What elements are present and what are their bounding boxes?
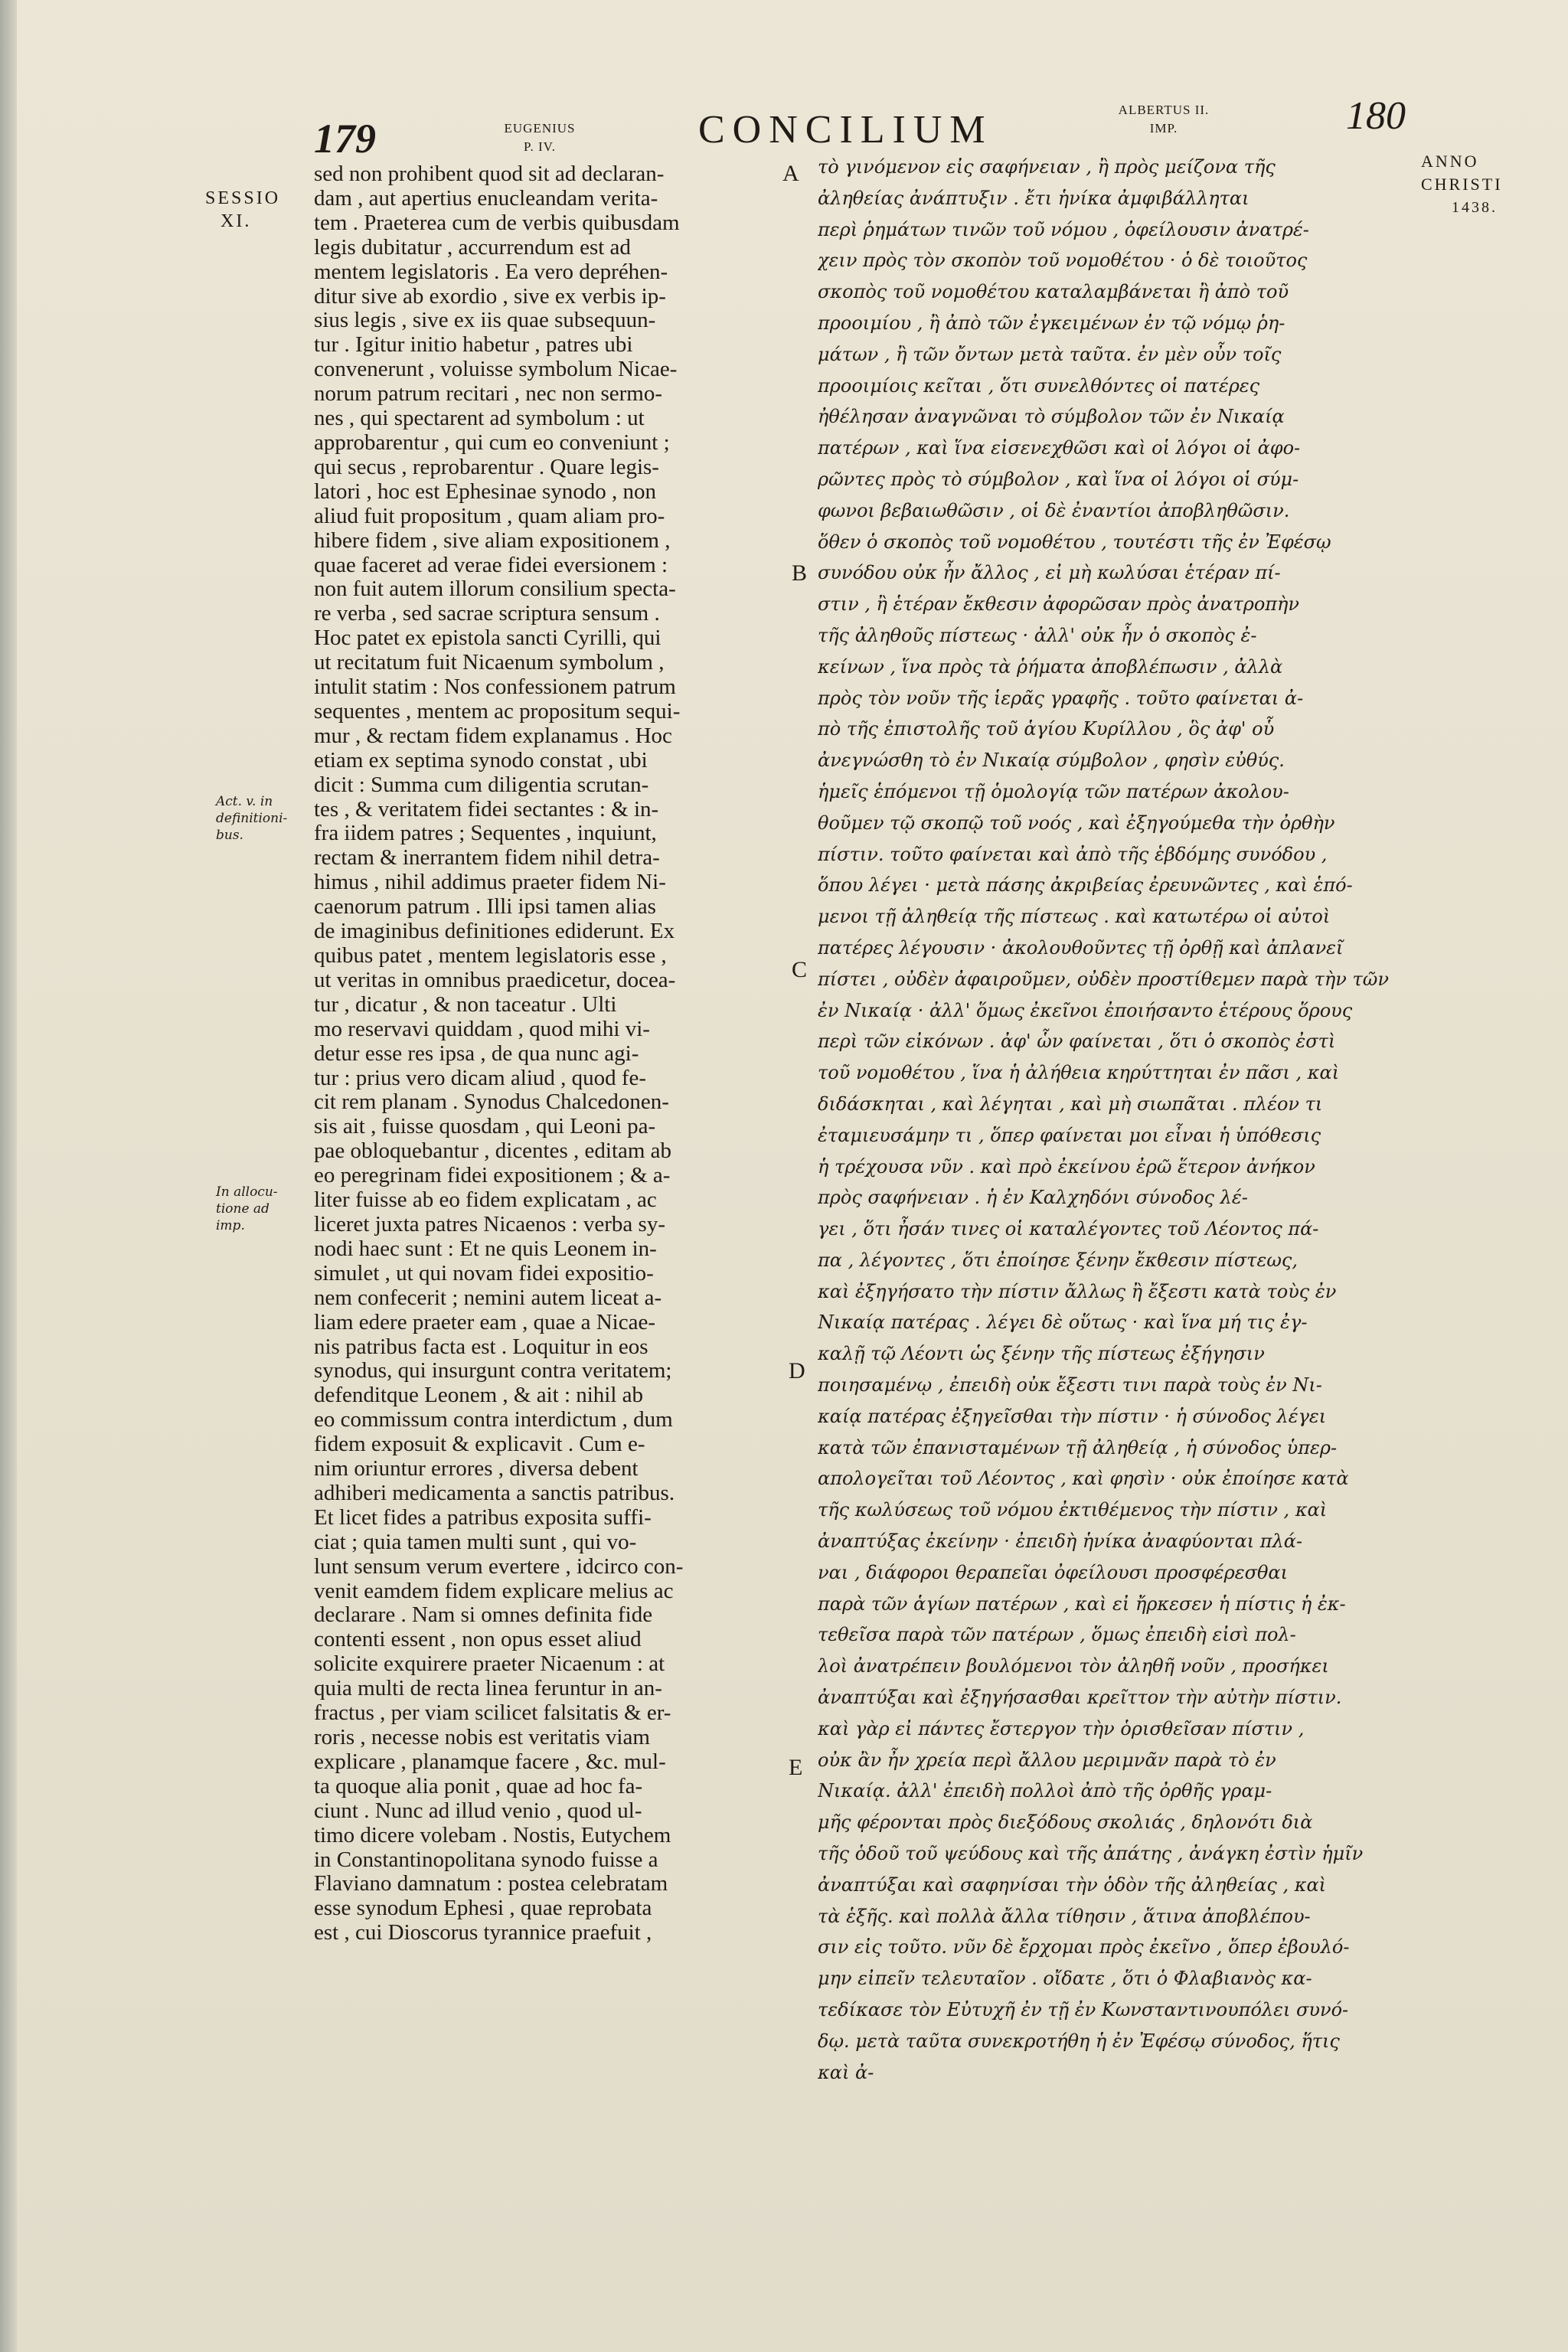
latin-text-line: fra iidem patres ; Sequentes , inquiunt,	[314, 822, 657, 846]
greek-text-line: ἀναπτύξαι καὶ ἐξηγήσασθαι κρεῖττον τὴν αὐτὴν πίστιν.	[818, 1687, 1342, 1709]
running-title: CONCILIUM	[698, 108, 993, 152]
greek-text-line: πρὸς σαφήνειαν . ἡ ἐν Καλχηδόνι σύνοδος λέ-	[818, 1187, 1248, 1209]
session-label: SESSIO	[205, 188, 281, 208]
greek-text-line: προοιμίου , ἢ ἀπὸ τῶν ἐγκειμένων ἐν τῷ νόμῳ ῥη-	[818, 312, 1285, 334]
latin-text-line: tur . Igitur initio habetur , patres ubi	[314, 333, 633, 358]
latin-text-line: eo peregrinam fidei expositionem ; & a-	[314, 1164, 671, 1188]
latin-text-line: eo commissum contra interdictum , dum	[314, 1408, 673, 1432]
latin-text-line: quae faceret ad verae fidei eversionem :	[314, 553, 668, 577]
greek-text-line: χειν πρὸς τὸν σκοπὸν τοῦ νομοθέτου · ὁ δὲ τοιοῦτος	[818, 250, 1308, 272]
latin-text-line: norum patrum recitari , nec non sermo-	[314, 382, 662, 407]
latin-text-line: nodi haec sunt : Et ne quis Leonem in-	[314, 1236, 657, 1261]
greek-text-line: τοῦ νομοθέτου , ἵνα ἡ ἀλήθεια κηρύττηται ἐν πᾶσι , καὶ	[818, 1062, 1340, 1084]
greek-text-line: ἀναπτύξας ἐκείνην · ἐπειδὴ ἡνίκα ἀναφύονται πλά-	[818, 1530, 1303, 1553]
section-letter-a: A	[782, 161, 799, 186]
latin-text-line: pae obloquebantur , dicentes , editam ab	[314, 1139, 672, 1164]
greek-column	[818, 152, 1430, 2088]
year-label-christi: CHRISTI	[1421, 175, 1503, 194]
latin-text-line: ut recitatum fuit Nicaenum symbolum ,	[314, 651, 665, 675]
latin-text-line: dam , aut apertius enucleandam verita-	[314, 186, 658, 211]
latin-text-line: convenerunt , voluisse symbolum Nicae-	[314, 358, 678, 382]
latin-text-line: Flaviano damnatum : postea celebratam	[314, 1872, 668, 1896]
section-letter-b: B	[792, 560, 808, 586]
greek-text-line: περὶ τῶν εἰκόνων . ἀφ' ὧν φαίνεται , ὅτι ὁ σκοπὸς ἐστὶ	[818, 1031, 1336, 1053]
latin-text-line: liceret juxta patres Nicaenos : verba sy-	[314, 1212, 665, 1236]
latin-text-line: sequentes , mentem ac propositum sequi-	[314, 699, 681, 724]
section-letter-d: D	[789, 1358, 805, 1383]
latin-text-line: lunt sensum verum evertere , idcirco con-	[314, 1554, 684, 1579]
margin-note-allocution	[216, 1184, 311, 1234]
running-head-emperor	[1110, 101, 1217, 138]
greek-text-line: πὸ τῆς ἐπιστολῆς τοῦ ἁγίου Κυρίλλου , ὃς ἀφ' οὗ	[818, 718, 1275, 740]
latin-text-line: approbarentur , qui cum eo conveniunt ;	[314, 430, 670, 455]
margin-note-act-def	[216, 793, 311, 844]
latin-text-line: sius legis , sive ex iis quae subsequun-	[314, 309, 656, 333]
latin-text-line: tur : prius vero dicam aliud , quod fe-	[314, 1066, 647, 1090]
greek-text-line: καλῇ τῷ Λέοντι ὡς ξένην τῆς πίστεως ἐξήγησιν	[818, 1343, 1265, 1365]
latin-text-line: Et licet fides a patribus exposita suffi-	[314, 1505, 652, 1530]
greek-text-line: θοῦμεν τῷ σκοπῷ τοῦ νοός , καὶ ἐξηγούμεθα τὴν ὀρθὴν	[818, 812, 1335, 834]
latin-text-line: sed non prohibent quod sit ad declaran-	[314, 162, 665, 186]
latin-text-line: fidem exposuit & explicavit . Cum e-	[314, 1432, 645, 1457]
greek-text-line: στιν , ἢ ἑτέραν ἔκθεσιν ἀφορῶσαν πρὸς ἀνατροπὴν	[818, 593, 1300, 616]
latin-text-line: liter fuisse ab eo fidem explicatam , ac	[314, 1188, 657, 1213]
greek-text-line: καὶ ἀ-	[818, 2061, 874, 2083]
greek-text-line: μάτων , ἢ τῶν ὄντων μετὰ ταῦτα. ἐν μὲν οὖν τοῖς	[818, 343, 1282, 365]
latin-text-line: adhiberi medicamenta a sanctis patribus.	[314, 1481, 675, 1505]
greek-text-line: ἡ τρέχουσα νῦν . καὶ πρὸ ἐκείνου ἐρῶ ἕτερον ἀνήκον	[818, 1155, 1315, 1178]
latin-text-line: synodus, qui insurgunt contra veritatem;	[314, 1359, 672, 1383]
greek-text-line: απολογεῖται τοῦ Λέοντος , καὶ φησὶν · οὐκ ἐποίησε κατὰ	[818, 1468, 1349, 1490]
latin-text-line: tem . Praeterea cum de verbis quibusdam	[314, 211, 680, 235]
greek-text-line: συνόδου οὐκ ἦν ἄλλος , εἰ μὴ κωλύσαι ἑτέραν πί-	[818, 562, 1281, 584]
latin-column	[314, 162, 789, 1945]
latin-text-line: de imaginibus definitiones ediderunt. Ex	[314, 920, 675, 944]
latin-text-line: timo dicere volebam . Nostis, Eutychem	[314, 1823, 671, 1847]
latin-text-line: dicit : Summa cum diligentia scrutan-	[314, 773, 649, 797]
greek-text-line: κατὰ τῶν ἐπανισταμένων τῇ ἀληθείᾳ , ἡ σύνοδος ὑπερ-	[818, 1436, 1338, 1459]
margin-note-line: Act. v. in	[216, 794, 273, 809]
greek-text-line: παρὰ τῶν ἁγίων πατέρων , καὶ εἰ ἤρκεσεν ἡ πίστις ἡ ἐκ-	[818, 1592, 1346, 1615]
latin-text-line: detur esse res ipsa , de qua nunc agi-	[314, 1041, 639, 1066]
greek-text-line: γει , ὅτι ἦσάν τινες οἱ καταλέγοντες τοῦ Λέοντος πά-	[818, 1218, 1319, 1240]
greek-text-line: ρῶντες πρὸς τὸ σύμβολον , καὶ ἵνα οἱ λόγοι οἱ σύμ-	[818, 468, 1299, 490]
year-value: 1438.	[1452, 199, 1498, 216]
latin-text-line: contenti essent , non opus esset aliud	[314, 1628, 642, 1652]
latin-text-line: fractus , per viam scilicet falsitatis & er-	[314, 1701, 671, 1726]
greek-text-line: καὶ ἐξηγήσατο τὴν πίστιν ἄλλως ἢ ἔξεστι κατὰ τοὺς ἐν	[818, 1280, 1337, 1302]
greek-text-line: πίστει , οὐδὲν ἀφαιροῦμεν, οὐδὲν προστίθεμεν παρὰ τὴν τῶν	[818, 968, 1389, 990]
section-letter-e: E	[789, 1755, 803, 1780]
greek-text-line: φωνοι βεβαιωθῶσιν , οἱ δὲ ἐναντίοι ἀποβληθῶσιν.	[818, 499, 1290, 521]
latin-text-line: solicite exquirere praeter Nicaenum : at	[314, 1652, 665, 1677]
margin-note-line: bus.	[216, 828, 243, 843]
greek-text-line: τὸ γινόμενον εἰς σαφήνειαν , ἢ πρὸς μείζονα τῆς	[818, 156, 1276, 178]
greek-text-line: τῆς ἀληθοῦς πίστεως · ἀλλ' οὐκ ἦν ὁ σκοπὸς ἐ-	[818, 624, 1257, 646]
greek-text-line: ἐταμιευσάμην τι , ὅπερ φαίνεται μοι εἶναι ἡ ὑπόθεσις	[818, 1124, 1321, 1146]
emperor-name: ALBERTUS II.	[1118, 103, 1210, 117]
latin-text-line: Hoc patet ex epistola sancti Cyrilli, qui	[314, 626, 662, 651]
pope-number: P. IV.	[523, 139, 557, 154]
latin-text-line: mo reservavi quiddam , quod mihi vi-	[314, 1017, 650, 1041]
margin-note-line: tione ad	[216, 1201, 270, 1217]
greek-text-line: ναι , διάφοροι θεραπεῖαι ὀφείλουσι προσφέρεσθαι	[818, 1561, 1289, 1583]
latin-text-line: in Constantinopolitana synodo fuisse a	[314, 1847, 658, 1872]
latin-text-line: etiam ex septima synodo constat , ubi	[314, 748, 648, 773]
latin-text-line: nim oriuntur errores , diversa debent	[314, 1457, 639, 1481]
latin-text-line: mentem legislatoris . Ea vero depréhen-	[314, 260, 668, 284]
greek-text-line: μενοι τῇ ἀληθείᾳ τῆς πίστεως . καὶ κατωτέρω οἱ αὐτοὶ	[818, 906, 1331, 928]
latin-text-line: declarare . Nam si omnes definita fide	[314, 1603, 653, 1628]
greek-text-line: διδάσκηται , καὶ λέγηται , καὶ μὴ σιωπᾶται . πλέον τι	[818, 1093, 1323, 1115]
greek-text-line: ὅπου λέγει · μετὰ πάσης ἀκριβείας ἐρευνῶντες , καὶ ἑπό-	[818, 874, 1353, 897]
greek-text-line: πίστιν. τοῦτο φαίνεται καὶ ἀπὸ τῆς ἑβδόμης συνόδου ,	[818, 843, 1328, 865]
latin-text-line: intulit statim : Nos confessionem patrum	[314, 675, 676, 700]
greek-text-line: τῆς ὁδοῦ τοῦ ψεύδους καὶ τῆς ἀπάτης , ἀνάγκη ἐστὶν ἡμῖν	[818, 1843, 1364, 1865]
greek-text-line: ἀναπτύξαι καὶ σαφηνίσαι τὴν ὁδὸν τῆς ἀληθείας , καὶ	[818, 1873, 1327, 1896]
latin-text-line: non fuit autem illorum consilium specta-	[314, 577, 676, 602]
latin-text-line: nes , qui spectarent ad symbolum : ut	[314, 407, 645, 431]
greek-text-line: κείνων , ἵνα πρὸς τὰ ῥήματα ἀποβλέπωσιν , ἀλλὰ	[818, 655, 1283, 678]
latin-text-line: roris , necesse nobis est veritatis viam	[314, 1726, 650, 1749]
latin-text-line: re verba , sed sacrae scriptura sensum .	[314, 602, 660, 626]
greek-text-line: ἀνεγνώσθη τὸ ἐν Νικαίᾳ σύμβολον , φησὶν εὐθύς.	[818, 750, 1285, 772]
latin-text-line: mur , & rectam fidem explanamus . Hoc	[314, 724, 672, 748]
latin-text-line: sis ait , fuisse quosdam , qui Leoni pa-	[314, 1115, 656, 1139]
latin-text-line: est , cui Dioscorus tyrannice praefuit ,	[314, 1921, 652, 1945]
latin-text-line: quibus patet , mentem legislatoris esse ,	[314, 944, 667, 968]
greek-text-line: πατέρων , καὶ ἵνα εἰσενεχθῶσι καὶ οἱ λόγοι οἱ ἀφο-	[818, 437, 1301, 459]
latin-text-line: ciat ; quia tamen multi sunt , qui vo-	[314, 1530, 637, 1554]
greek-text-line: ποιησαμένῳ , ἐπειδὴ οὐκ ἔξεστι τινι παρὰ τοὺς ἐν Νι-	[818, 1374, 1322, 1396]
page-number-left: 179	[314, 116, 376, 162]
latin-text-line: latori , hoc est Ephesinae synodo , non	[314, 479, 656, 504]
running-head-pope	[490, 119, 590, 156]
greek-text-line: ὅθεν ὁ σκοπὸς τοῦ νομοθέτου , τουτέστι τῆς ἐν Ἐφέσῳ	[818, 531, 1331, 553]
latin-text-line: ta quoque alia ponit , quae ad hoc fa-	[314, 1774, 643, 1798]
latin-text-line: qui secus , reprobarentur . Quare legis-	[314, 455, 659, 479]
session-marker	[205, 187, 280, 233]
greek-text-line: καὶ γὰρ εἰ πάντες ἔστεργον τὴν ὁρισθεῖσαν πίστιν ,	[818, 1717, 1305, 1740]
emperor-title: IMP.	[1149, 121, 1178, 136]
latin-text-line: legis dubitatur , accurrendum est ad	[314, 235, 631, 260]
greek-text-line: σκοπὸς τοῦ νομοθέτου καταλαμβάνεται ἢ ἀπὸ τοῦ	[818, 281, 1289, 303]
latin-text-line: quia multi de recta linea feruntur in an-	[314, 1677, 662, 1701]
greek-text-line: ἀληθείας ἀνάπτυξιν . ἔτι ἡνίκα ἀμφιβάλληται	[818, 187, 1250, 209]
latin-text-line: caenorum patrum . Illi ipsi tamen alias	[314, 895, 656, 920]
greek-text-line: τεθεῖσα παρὰ τῶν πατέρων , ὅμως ἐπειδὴ εἰσὶ πολ-	[818, 1624, 1296, 1646]
latin-text-line: himus , nihil addimus praeter fidem Ni-	[314, 871, 666, 895]
latin-text-line: nem confecerit ; nemini autem liceat a-	[314, 1285, 662, 1310]
greek-text-line: λοὶ ἀνατρέπειν βουλόμενοι τὸν ἀληθῆ νοῦν , προσήκει	[818, 1655, 1329, 1677]
greek-text-line: μην εἰπεῖν τελευταῖον . οἴδατε , ὅτι ὁ Φλαβιανὸς κα-	[818, 1968, 1312, 1990]
greek-text-line: τὰ ἑξῆς. καὶ πολλὰ ἄλλα τίθησιν , ἅτινα ἀποβλέπου-	[818, 1905, 1311, 1927]
latin-text-line: rectam & inerrantem fidem nihil detra-	[314, 846, 660, 871]
greek-text-line: τῆς κωλύσεως τοῦ νόμου ἐκτιθέμενος τὴν πίστιν , καὶ	[818, 1499, 1328, 1521]
pope-name: EUGENIUS	[504, 121, 576, 136]
year-label-anno: ANNO	[1421, 152, 1479, 171]
latin-text-line: aliud fuit propositum , quam aliam pro-	[314, 504, 665, 528]
section-letter-c: C	[792, 957, 808, 982]
latin-text-line: ciunt . Nunc ad illud venio , quod ul-	[314, 1798, 642, 1823]
greek-text-line: προοιμίοις κεῖται , ὅτι συνελθόντες οἱ πατέρες	[818, 374, 1260, 397]
latin-text-line: simulet , ut qui novam fidei expositio-	[314, 1261, 654, 1285]
page-number-right: 180	[1346, 94, 1406, 138]
latin-text-line: nis patribus facta est . Loquitur in eos	[314, 1334, 648, 1359]
greek-text-line: πα , λέγοντες , ὅτι ἐποίησε ξένην ἔκθεσιν πίστεως,	[818, 1249, 1298, 1271]
latin-text-line: ut veritas in omnibus praedicetur, docea-	[314, 968, 676, 992]
greek-text-line: Νικαίᾳ πατέρας . λέγει δὲ οὕτως · καὶ ἵνα μή τις ἐγ-	[818, 1312, 1308, 1334]
year-marker	[1421, 150, 1503, 219]
greek-text-line: οὐκ ἂν ἦν χρεία περὶ ἄλλου μεριμνᾶν παρὰ τὸ ἐν	[818, 1749, 1276, 1771]
greek-text-line: καίᾳ πατέρας ἐξηγεῖσθαι τὴν πίστιν · ἡ σύνοδος λέγει	[818, 1405, 1327, 1427]
latin-text-line: tur , dicatur , & non taceatur . Ulti	[314, 992, 617, 1017]
greek-text-line: δῳ. μετὰ ταῦτα συνεκροτήθη ἡ ἐν Ἐφέσῳ σύνοδος, ἥτις	[818, 2030, 1340, 2052]
latin-text-line: ditur sive ab exordio , sive ex verbis ip-	[314, 284, 666, 309]
margin-note-line: In allocu-	[216, 1184, 278, 1200]
greek-text-line: Νικαίᾳ. ἀλλ' ἐπειδὴ πολλοὶ ἀπὸ τῆς ὀρθῆς γραμ-	[818, 1780, 1272, 1802]
latin-text-line: explicare , planamque facere , &c. mul-	[314, 1749, 666, 1774]
latin-text-line: cit rem planam . Synodus Chalcedonen-	[314, 1090, 669, 1115]
greek-text-line: περὶ ῥημάτων τινῶν τοῦ νόμου , ὀφείλουσιν ἀνατρέ-	[818, 218, 1309, 240]
greek-text-line: ἠθέλησαν ἀναγνῶναι τὸ σύμβολον τῶν ἐν Νικαίᾳ	[818, 406, 1285, 428]
latin-text-line: defenditque Leonem , & ait : nihil ab	[314, 1383, 644, 1408]
latin-text-line: esse synodum Ephesi , quae reprobata	[314, 1896, 652, 1921]
margin-note-line: definitioni-	[216, 811, 288, 826]
greek-text-line: σιν εἰς τοῦτο. νῦν δὲ ἔρχομαι πρὸς ἐκεῖνο , ὅπερ ἐβουλό-	[818, 1936, 1350, 1958]
latin-text-line: tes , & veritatem fidei sectantes : & in-	[314, 797, 659, 822]
latin-text-line: hibere fidem , sive aliam expositionem ,	[314, 528, 671, 553]
greek-text-line: τεδίκασε τὸν Εὐτυχῆ ἐν τῇ ἐν Κωνσταντινουπόλει συνό-	[818, 1999, 1349, 2021]
latin-text-line: liam edere praeter eam , quae a Nicae-	[314, 1310, 655, 1334]
greek-text-line: μῆς φέρονται πρὸς διεξόδους σκολιάς , δηλονότι διὰ	[818, 1811, 1313, 1834]
greek-text-line: ἡμεῖς ἑπόμενοι τῇ ὁμολογίᾳ τῶν πατέρων ἀκολου-	[818, 780, 1289, 802]
latin-text-line: venit eamdem fidem explicare melius ac	[314, 1579, 674, 1603]
session-number: XI.	[220, 211, 252, 231]
greek-text-line: ἐν Νικαίᾳ · ἀλλ' ὅμως ἐκεῖνοι ἐποιήσαντο ἑτέρους ὅρους	[818, 999, 1353, 1021]
margin-note-line: imp.	[216, 1218, 245, 1233]
greek-text-line: πατέρες λέγουσιν · ἀκολουθοῦντες τῇ ὀρθῇ καὶ ἀπλανεῖ	[818, 936, 1344, 959]
greek-text-line: πρὸς τὸν νοῦν τῆς ἱερᾶς γραφῆς . τοῦτο φαίνεται ἀ-	[818, 687, 1304, 709]
